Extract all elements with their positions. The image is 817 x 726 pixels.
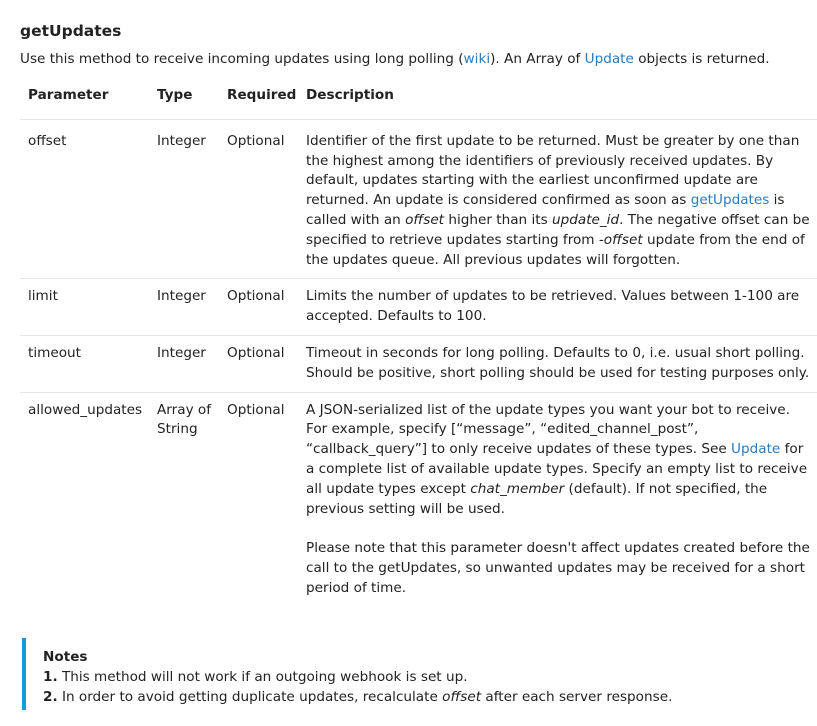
- update-link[interactable]: Update: [584, 51, 634, 67]
- header-type: Type: [149, 78, 219, 119]
- method-title: getUpdates: [20, 22, 122, 40]
- param-description: [298, 392, 817, 606]
- notes-callout: [22, 638, 817, 710]
- param-name: timeout: [20, 335, 149, 392]
- description-note-paragraph: Please note that this parameter doesn't affect updates created before the call to the getUpdates, so unwanted updates may be received for a short period of time.: [306, 540, 810, 596]
- param-type: Integer: [149, 279, 219, 336]
- header-required: Required: [219, 78, 298, 119]
- param-type: Array of String: [149, 392, 219, 606]
- table-row: [20, 335, 817, 392]
- param-type: Integer: [149, 119, 219, 279]
- param-required: Optional: [219, 119, 298, 279]
- param-name: limit: [20, 279, 149, 336]
- note-item: 1. This method will not work if an outgoing webhook is set up.: [43, 669, 468, 685]
- param-name: allowed_updates: [20, 392, 149, 606]
- note-item: 2. In order to avoid getting duplicate updates, recalculate offset after each server response.: [43, 689, 673, 705]
- header-parameter: Parameter: [20, 78, 149, 119]
- table-row: [20, 279, 817, 336]
- parameters-table: [20, 78, 817, 606]
- param-required: Optional: [219, 392, 298, 606]
- param-type: Integer: [149, 335, 219, 392]
- table-row: [20, 392, 817, 606]
- method-intro: Use this method to receive incoming updates using long polling (wiki). An Array of Update objects is returned.: [20, 51, 770, 67]
- param-required: Optional: [219, 335, 298, 392]
- getupdates-link[interactable]: getUpdates: [690, 192, 770, 209]
- param-name: offset: [20, 119, 149, 279]
- table-row: [20, 119, 817, 279]
- header-description: Description: [298, 78, 817, 119]
- update-type-link[interactable]: Update: [731, 441, 781, 458]
- description-paragraph: A JSON-serialized list of the update types you want your bot to receive. For example, specify [“message”, “edited_channel_post”, “callback_query”] to only receive updates of these types. See Update for a complete list of available update types. Specify an empty list to receive all update types except chat_member (default). If not specified, the previous setting will be used.: [306, 401, 808, 517]
- notes-title: Notes: [43, 649, 88, 665]
- param-required: Optional: [219, 279, 298, 336]
- wiki-link[interactable]: wiki: [463, 51, 491, 67]
- param-description: Limits the number of updates to be retrieved. Values between 1-100 are accepted. Defaults to 100.: [298, 279, 817, 336]
- param-description: Timeout in seconds for long polling. Defaults to 0, i.e. usual short polling. Should be positive, short polling should be used for testing purposes only.: [298, 335, 817, 392]
- param-description: Identifier of the first update to be returned. Must be greater by one than the highest among the identifiers of previously received updates. By default, updates starting with the earliest unconfirmed update are returned. An update is considered confirmed as soon as getUpdates is called with an offset higher than its update_id. The negative offset can be specified to retrieve updates starting from -offset update from the end of the updates queue. All previous updates will forgotten.: [298, 119, 817, 279]
- table-header-row: [20, 78, 817, 119]
